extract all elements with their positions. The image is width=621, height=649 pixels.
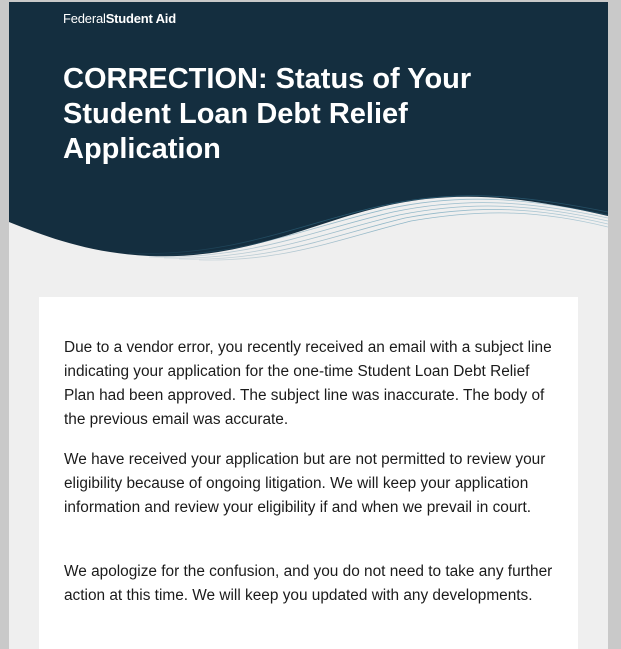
message-paragraph-3: We apologize for the confusion, and you do not need to take any further action at this time. We will keep you updated with any developments.: [64, 563, 553, 604]
message-paragraph-1: Due to a vendor error, you recently received an email with a subject line indicating your application for the one-time Student Loan Debt Relief Plan had been approved. The subject line was inaccurate. The body of the previous email was accurate.: [64, 339, 552, 428]
email-header: [9, 2, 608, 264]
logo-word-federal: Federal: [63, 11, 106, 26]
federal-student-aid-logo[interactable]: [63, 11, 176, 26]
logo-word-student-aid: Student Aid: [105, 11, 176, 26]
email-title: CORRECTION: Status of Your Student Loan Debt Relief Application: [63, 63, 472, 165]
message-card: [39, 297, 578, 649]
email-frame: [9, 2, 608, 649]
message-paragraph-2: We have received your application but are not permitted to review your eligibility because of ongoing litigation. We will keep your application information and review your eligibility if and when we prevail in court.: [64, 451, 546, 516]
